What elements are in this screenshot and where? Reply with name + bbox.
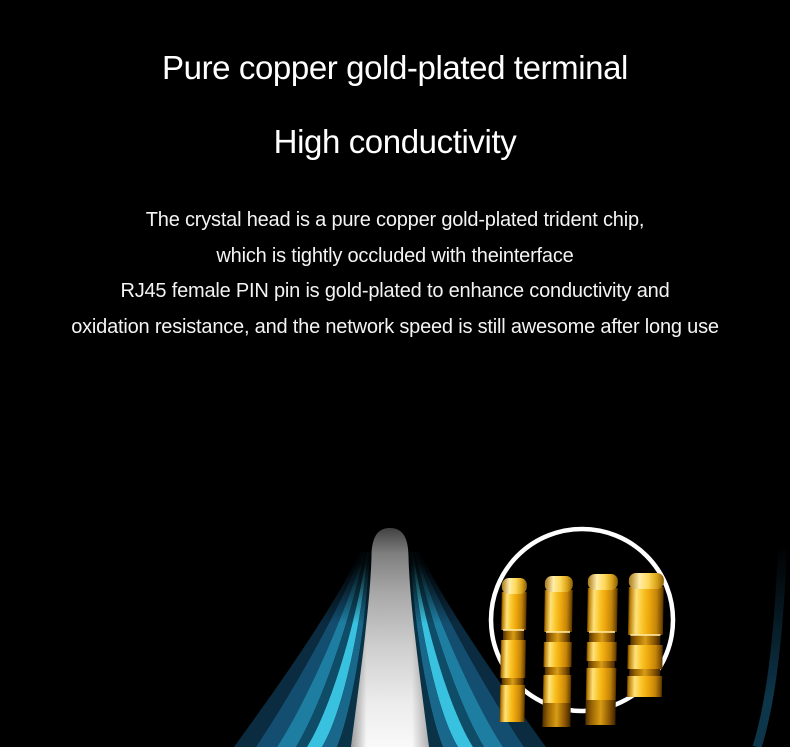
description-line: The crystal head is a pure copper gold-plated trident chip, [145, 209, 645, 231]
gold-pin [627, 573, 664, 697]
faint-right-strand [757, 540, 783, 747]
description-text [0, 203, 790, 345]
magnifier-inset [491, 529, 673, 727]
gold-pin [499, 578, 527, 722]
description-line: which is tightly occluded with theinterface [216, 244, 574, 267]
gold-pin [585, 574, 618, 725]
page-title: Pure copper gold-plated terminal [162, 49, 628, 86]
gold-pin [542, 576, 573, 727]
description-line: oxidation resistance, and the network speed is still awesome after long use [71, 315, 719, 338]
page-subtitle: High conductivity [273, 123, 517, 160]
description-line: RJ45 female PIN pin is gold-plated to enhance conductivity and [120, 280, 670, 302]
